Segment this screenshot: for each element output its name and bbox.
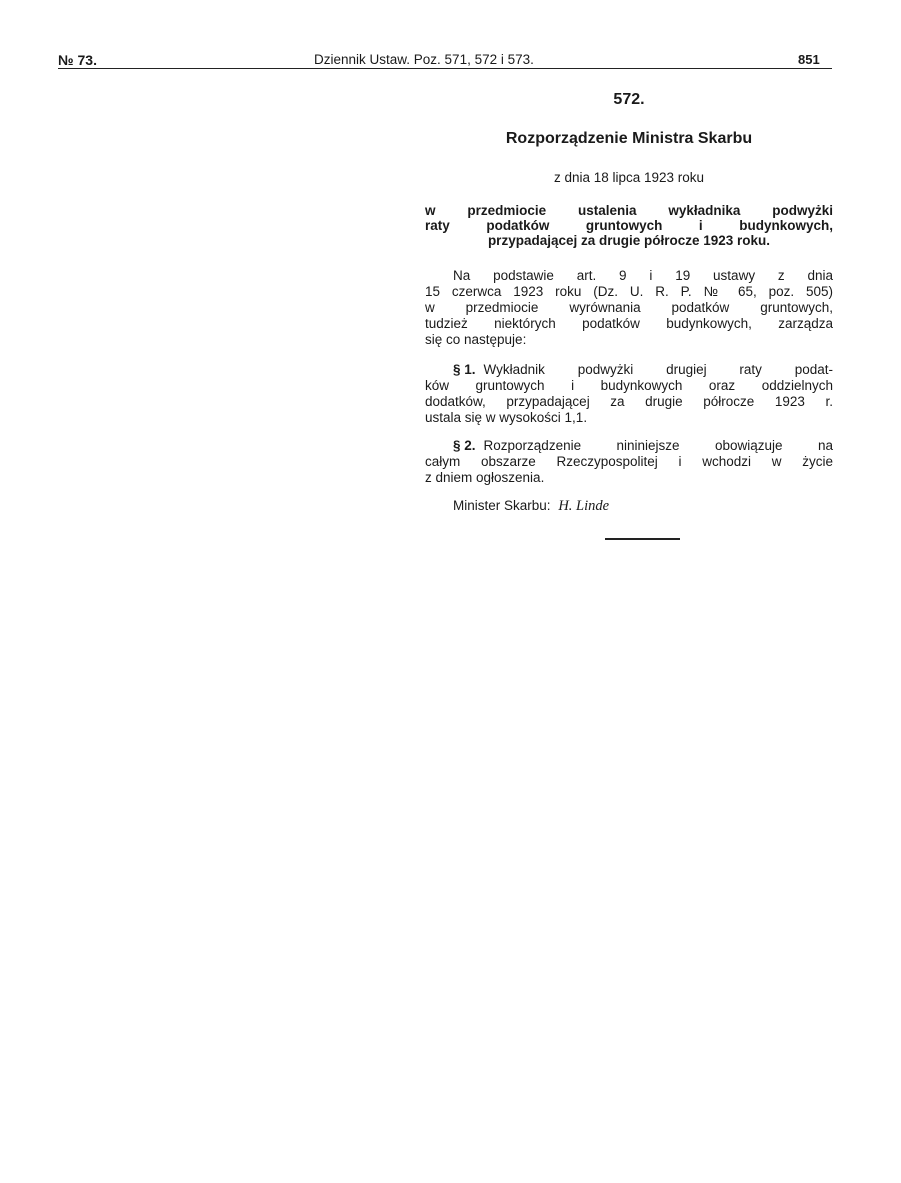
preamble-line: tudzież niektórych podatków budynkowych, zarządza (425, 316, 833, 331)
subject-line: w przedmiocie ustalenia wykładnika podwyżki (425, 203, 833, 218)
paragraph-2-line: Rozporządzenie nininiejsze obowiązuje na (483, 438, 833, 453)
paragraph-1-line: ków gruntowych i budynkowych oraz oddzielnych (425, 378, 833, 393)
paragraph-1-first-line (453, 362, 833, 378)
preamble-line: w przedmiocie wyrównania podatków gruntowych, (425, 300, 833, 315)
preamble-line: Na podstawie art. 9 i 19 ustawy z dnia (453, 268, 833, 283)
document-date: z dnia 18 lipca 1923 roku (553, 170, 705, 185)
header-rule (58, 68, 832, 69)
paragraph-2-line: z dniem ogłoszenia. (425, 470, 545, 485)
item-number: 572. (613, 91, 645, 108)
preamble-line: 15 czerwca 1923 roku (Dz. U. R. P. № 65, poz. 505) (425, 284, 833, 299)
running-title: Dziennik Ustaw. Poz. 571, 572 i 573. (314, 52, 534, 67)
paragraph-1-line: ustala się w wysokości 1,1. (425, 410, 588, 425)
document-title: Rozporządzenie Ministra Skarbu (505, 130, 753, 147)
subject-line: raty podatków gruntowych i budynkowych, (425, 218, 833, 233)
page-number: 851 (798, 52, 820, 67)
signature (453, 498, 861, 514)
signature-name: H. Linde (558, 498, 610, 514)
paragraph-2-first-line (453, 438, 833, 454)
paragraph-2-line: całym obszarze Rzeczypospolitej i wchodzi w życie (425, 454, 833, 469)
paragraph-2-label: § 2. (453, 438, 476, 453)
issue-number: № 73. (58, 52, 97, 68)
closing-separator (605, 538, 680, 540)
subject-line: przypadającej za drugie półrocze 1923 roku. (487, 233, 771, 248)
paragraph-1-line: dodatków, przypadającej za drugie półrocze 1923 r. (425, 394, 833, 409)
preamble-line: się co następuje: (425, 332, 527, 347)
paragraph-1-label: § 1. (453, 362, 476, 377)
signature-label: Minister Skarbu: (453, 498, 551, 513)
paragraph-1-line: Wykładnik podwyżki drugiej raty podat- (483, 362, 833, 377)
